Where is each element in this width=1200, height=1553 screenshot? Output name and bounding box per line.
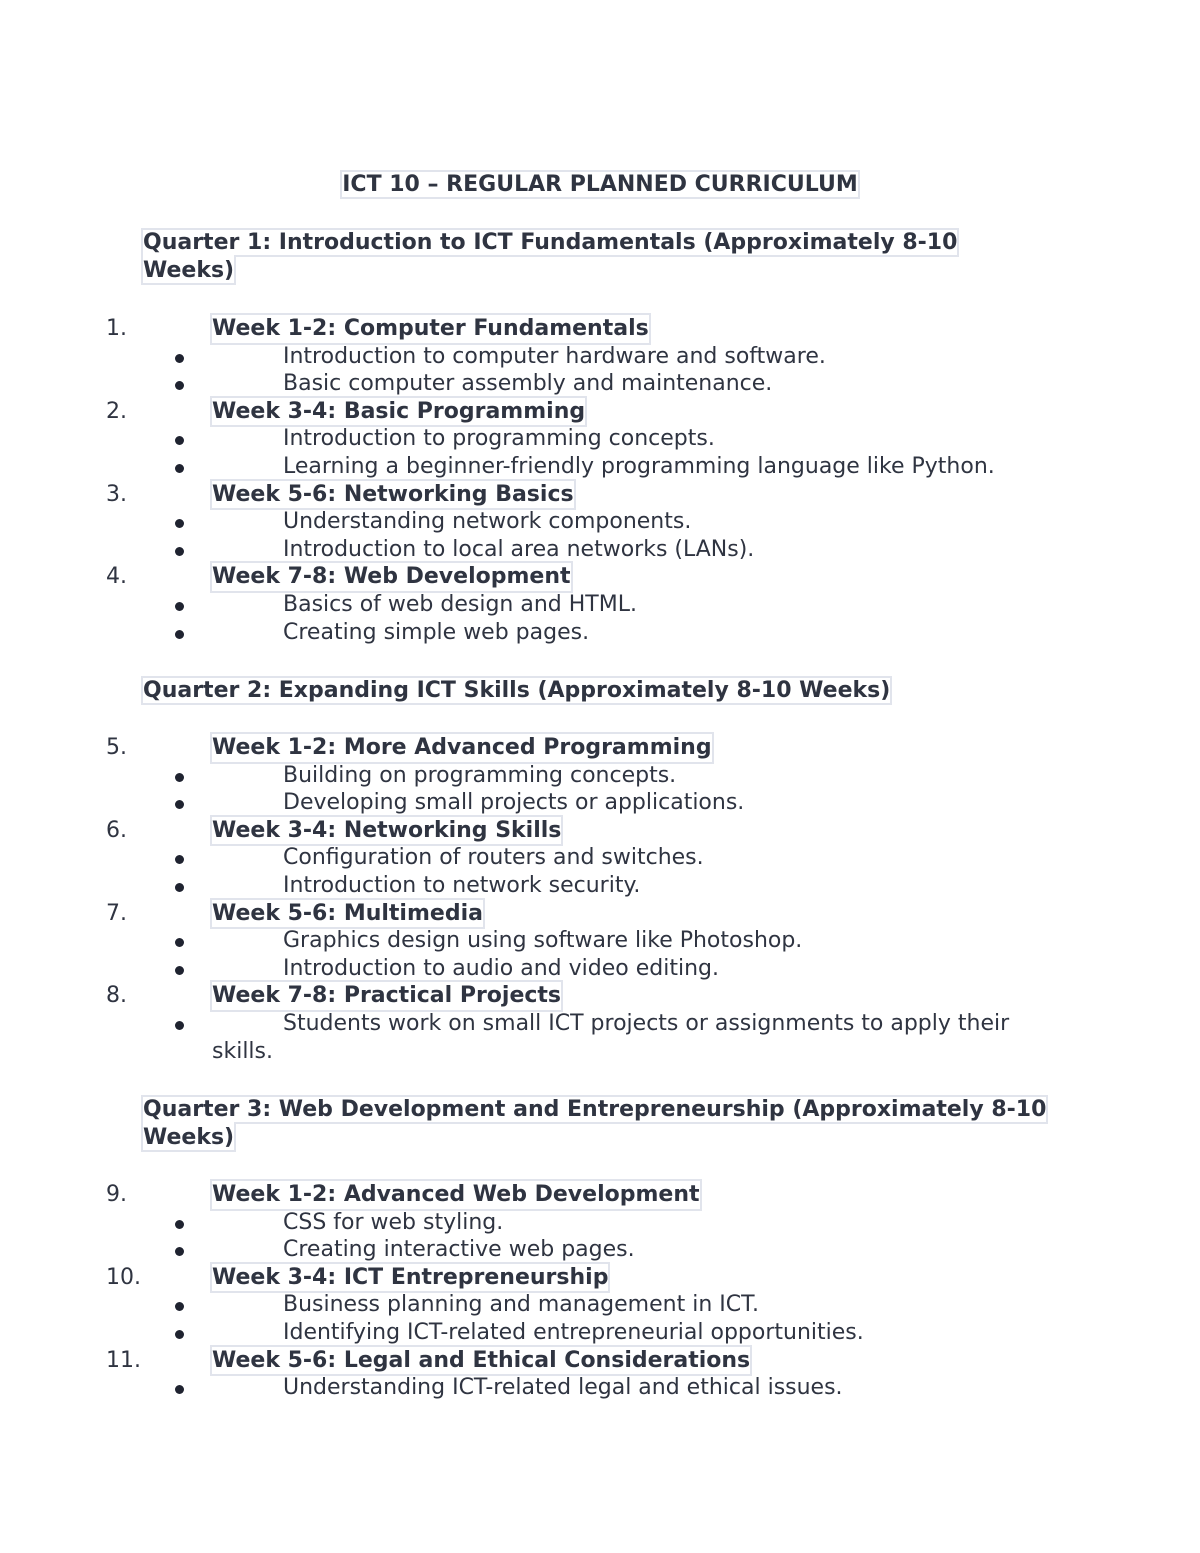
bullet-text: Introduction to network security. — [283, 872, 641, 898]
list-item — [0, 1010, 1200, 1065]
bullet-text: Understanding network components. — [283, 509, 692, 535]
list-item — [0, 1236, 1200, 1264]
week-number: 9. — [106, 1182, 127, 1207]
week-number: 10. — [106, 1264, 141, 1290]
list-item — [0, 453, 1200, 481]
bullet-text: Creating interactive web pages. — [283, 1237, 635, 1263]
list-item — [0, 1209, 1200, 1237]
bullet-text: Creating simple web pages. — [283, 619, 590, 645]
week-item — [0, 982, 1200, 1010]
week-title: Week 7-8: Practical Projects — [212, 983, 562, 1009]
week-item — [0, 1264, 1200, 1292]
bullet-icon — [175, 436, 184, 445]
bullet-text: Students work on small ICT projects or assignments to apply their skills. — [212, 1010, 1010, 1064]
list-item — [0, 1291, 1200, 1319]
week-title: Week 3-4: ICT Entrepreneurship — [212, 1264, 609, 1290]
bullet-icon — [175, 602, 184, 611]
bullet-icon — [175, 1220, 184, 1229]
bullet-text: Identifying ICT-related entrepreneurial opportunities. — [283, 1319, 864, 1345]
week-item — [0, 900, 1200, 928]
week-title: Week 3-4: Networking Skills — [212, 817, 562, 843]
list-item — [0, 1319, 1200, 1347]
week-number: 2. — [106, 398, 127, 424]
week-title: Week 1-2: Computer Fundamentals — [212, 316, 649, 341]
quarter-heading — [143, 677, 1048, 705]
quarter-3-week-list — [0, 1181, 1200, 1402]
bullet-icon — [175, 938, 184, 947]
quarter-1-heading: Quarter 1: Introduction to ICT Fundamentals (Approximately 8-10 Weeks) — [143, 230, 958, 283]
week-item — [0, 1181, 1200, 1209]
list-item — [0, 619, 1200, 647]
page-title-text: ICT 10 – REGULAR PLANNED CURRICULUM — [342, 172, 858, 197]
week-item — [0, 1347, 1200, 1375]
bullet-icon — [175, 381, 184, 390]
bullet-icon — [175, 966, 184, 975]
list-item — [0, 789, 1200, 817]
week-title: Week 5-6: Multimedia — [212, 900, 483, 926]
week-item — [0, 398, 1200, 426]
bullet-icon — [175, 354, 184, 363]
list-item — [0, 1374, 1200, 1402]
bullet-icon — [175, 773, 184, 782]
list-item — [0, 844, 1200, 872]
week-number: 11. — [106, 1347, 141, 1373]
quarter-2-heading: Quarter 2: Expanding ICT Skills (Approximately 8-10 Weeks) — [143, 678, 891, 703]
bullet-text: Configuration of routers and switches. — [283, 845, 704, 871]
week-title: Week 5-6: Legal and Ethical Considerations — [212, 1347, 751, 1373]
bullet-icon — [175, 855, 184, 864]
week-title: Week 1-2: More Advanced Programming — [212, 735, 712, 760]
quarter-3-heading: Quarter 3: Web Development and Entrepreneurship (Approximately 8-10 Weeks) — [143, 1097, 1047, 1150]
bullet-text: Understanding ICT-related legal and ethical issues. — [283, 1375, 843, 1401]
week-title: Week 5-6: Networking Basics — [212, 481, 574, 507]
week-number: 3. — [106, 481, 127, 507]
week-title: Week 7-8: Web Development — [212, 564, 571, 590]
page-title — [0, 170, 1200, 200]
week-number: 5. — [106, 735, 127, 760]
list-item — [0, 927, 1200, 955]
list-item — [0, 370, 1200, 398]
list-item — [0, 872, 1200, 900]
bullet-text: Learning a beginner-friendly programming language like Python. — [283, 453, 995, 479]
bullet-icon — [175, 630, 184, 639]
bullet-icon — [175, 1302, 184, 1311]
bullet-text: CSS for web styling. — [283, 1209, 504, 1235]
bullet-icon — [175, 883, 184, 892]
bullet-text: Business planning and management in ICT. — [283, 1292, 759, 1318]
week-item — [0, 734, 1200, 762]
bullet-text: Introduction to programming concepts. — [283, 426, 715, 452]
bullet-icon — [175, 800, 184, 809]
quarter-1-week-list — [0, 315, 1200, 646]
quarter-heading — [143, 1096, 1048, 1152]
week-item — [0, 315, 1200, 343]
list-item — [0, 955, 1200, 983]
week-number: 6. — [106, 817, 127, 843]
bullet-icon — [175, 1247, 184, 1256]
week-number: 7. — [106, 900, 127, 926]
bullet-text: Basic computer assembly and maintenance. — [283, 371, 773, 397]
bullet-icon — [175, 519, 184, 528]
quarter-heading — [143, 229, 1048, 285]
week-title: Week 1-2: Advanced Web Development — [212, 1182, 700, 1207]
list-item — [0, 536, 1200, 564]
bullet-icon — [175, 547, 184, 556]
bullet-text: Graphics design using software like Photoshop. — [283, 928, 803, 954]
week-item — [0, 481, 1200, 509]
week-item — [0, 563, 1200, 591]
bullet-text: Introduction to local area networks (LANs). — [283, 536, 755, 562]
list-item — [0, 591, 1200, 619]
list-item — [0, 425, 1200, 453]
bullet-text: Introduction to computer hardware and software. — [283, 343, 826, 369]
bullet-icon — [175, 1021, 184, 1030]
bullet-text: Building on programming concepts. — [283, 762, 677, 788]
week-number: 4. — [106, 564, 127, 590]
bullet-text: Basics of web design and HTML. — [283, 591, 637, 617]
bullet-icon — [175, 464, 184, 473]
bullet-icon — [175, 1330, 184, 1339]
week-number: 1. — [106, 316, 127, 341]
week-number: 8. — [106, 983, 127, 1009]
bullet-text: Introduction to audio and video editing. — [283, 955, 719, 981]
list-item — [0, 508, 1200, 536]
list-item — [0, 762, 1200, 790]
quarter-2-week-list — [0, 734, 1200, 1065]
week-item — [0, 817, 1200, 845]
list-item — [0, 343, 1200, 371]
bullet-icon — [175, 1385, 184, 1394]
bullet-text: Developing small projects or applications. — [283, 790, 745, 816]
week-title: Week 3-4: Basic Programming — [212, 398, 586, 424]
